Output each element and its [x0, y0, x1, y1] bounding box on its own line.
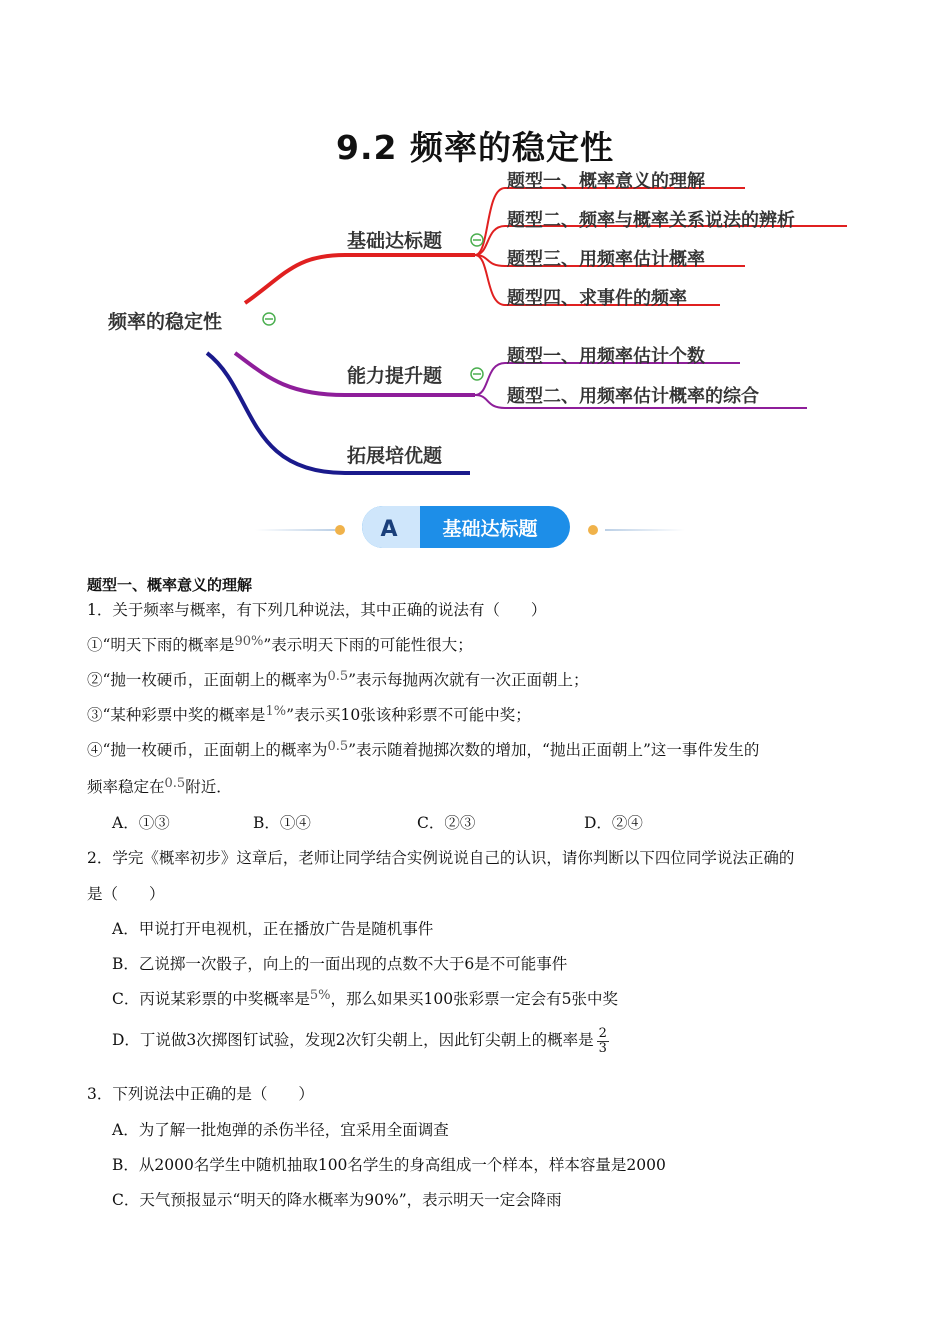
branch-connector-basic [245, 255, 475, 303]
page-title: 9.2 频率的稳定性 [336, 128, 614, 167]
q1-statement-4: ④“抛一枚硬币，正面朝上的概率为$^{0.5}$”表示随着抛掷次数的增加，“抛出正面朝上”这一事件发生的 [87, 739, 760, 759]
section-heading: 题型一、概率意义的理解 [87, 576, 253, 594]
q1-statement-3: ③“某种彩票中奖的概率是$^{1\%}$”表示买10张该种彩票不可能中奖； [87, 704, 531, 724]
mindmap-basic-item-3: 题型三、用频率估计概率 [507, 249, 705, 270]
fraction: $\frac{2}{3}$ [598, 1026, 607, 1056]
mind-map [95, 160, 875, 500]
q3-option-b: B．从2000名学生中随机抽取100名学生的身高组成一个样本，样本容量是2000 [112, 1156, 666, 1174]
mindmap-basic-item-1: 题型一、概率意义的理解 [507, 171, 705, 192]
mindmap-root-label: 频率的稳定性 [108, 311, 223, 333]
q3-option-c: C．天气预报显示“明天的降水概率为90%”，表示明天一定会降雨 [112, 1191, 562, 1209]
mindmap-ability-item-1: 题型一、用频率估计个数 [507, 346, 705, 367]
section-badge [250, 500, 690, 560]
q1-statement-4-continued: 频率稳定在$^{0.5}$附近． [87, 776, 232, 796]
q1-statement-1: ①“明天下雨的概率是$^{90\%}$”表示明天下雨的可能性很大； [87, 634, 473, 654]
q2-option-d: D．丁说做3次掷图钉试验，发现2次钉尖朝上，因此钉尖朝上的概率是 $\frac{2}{3}$ [112, 1026, 607, 1056]
mindmap-basic-item-2: 题型二、频率与概率关系说法的辨析 [507, 210, 795, 231]
mindmap-branch-basic: 基础达标题 [347, 230, 443, 252]
mindmap-branch-ability: 能力提升题 [347, 365, 443, 387]
q1-option-c: C．②③ [417, 814, 476, 832]
q2-option-a: A．甲说打开电视机，正在播放广告是随机事件 [112, 920, 434, 938]
collapse-icon-root [263, 313, 275, 325]
q1-statement-2: ②“抛一枚硬币，正面朝上的概率为$^{0.5}$”表示每抛两次就有一次正面朝上； [87, 669, 589, 689]
badge-letter: A [380, 517, 398, 542]
q2-stem-continued: 是（ ） [87, 885, 165, 903]
q1-option-a: A．①③ [112, 814, 170, 832]
q2-option-b: B．乙说掷一次骰子，向上的一面出现的点数不大于6是不可能事件 [112, 955, 568, 973]
mindmap-basic-item-4: 题型四、求事件的频率 [507, 288, 687, 309]
q3-stem: 3．下列说法中正确的是（ ） [87, 1085, 314, 1103]
q3-option-a: A．为了解一批炮弹的杀伤半径，宜采用全面调查 [112, 1121, 449, 1139]
collapse-icon-ability [471, 368, 483, 380]
badge-label: 基础达标题 [442, 518, 538, 540]
collapse-icon-basic [471, 234, 483, 246]
q1-option-b: B．①④ [253, 814, 311, 832]
q1-option-d: D．②④ [584, 814, 643, 832]
q2-option-c: C．丙说某彩票的中奖概率是$^{5\%}$，那么如果买100张彩票一定会有5张中奖 [112, 988, 618, 1008]
mindmap-branch-extend: 拓展培优题 [347, 445, 443, 467]
q2-stem: 2．学完《概率初步》这章后，老师让同学结合实例说说自己的认识，请你判断以下四位同学说法正确的 [87, 849, 795, 867]
q1-stem: 1．关于频率与概率，有下列几种说法，其中正确的说法有（ ） [87, 601, 547, 619]
mindmap-ability-item-2: 题型二、用频率估计概率的综合 [507, 386, 759, 407]
